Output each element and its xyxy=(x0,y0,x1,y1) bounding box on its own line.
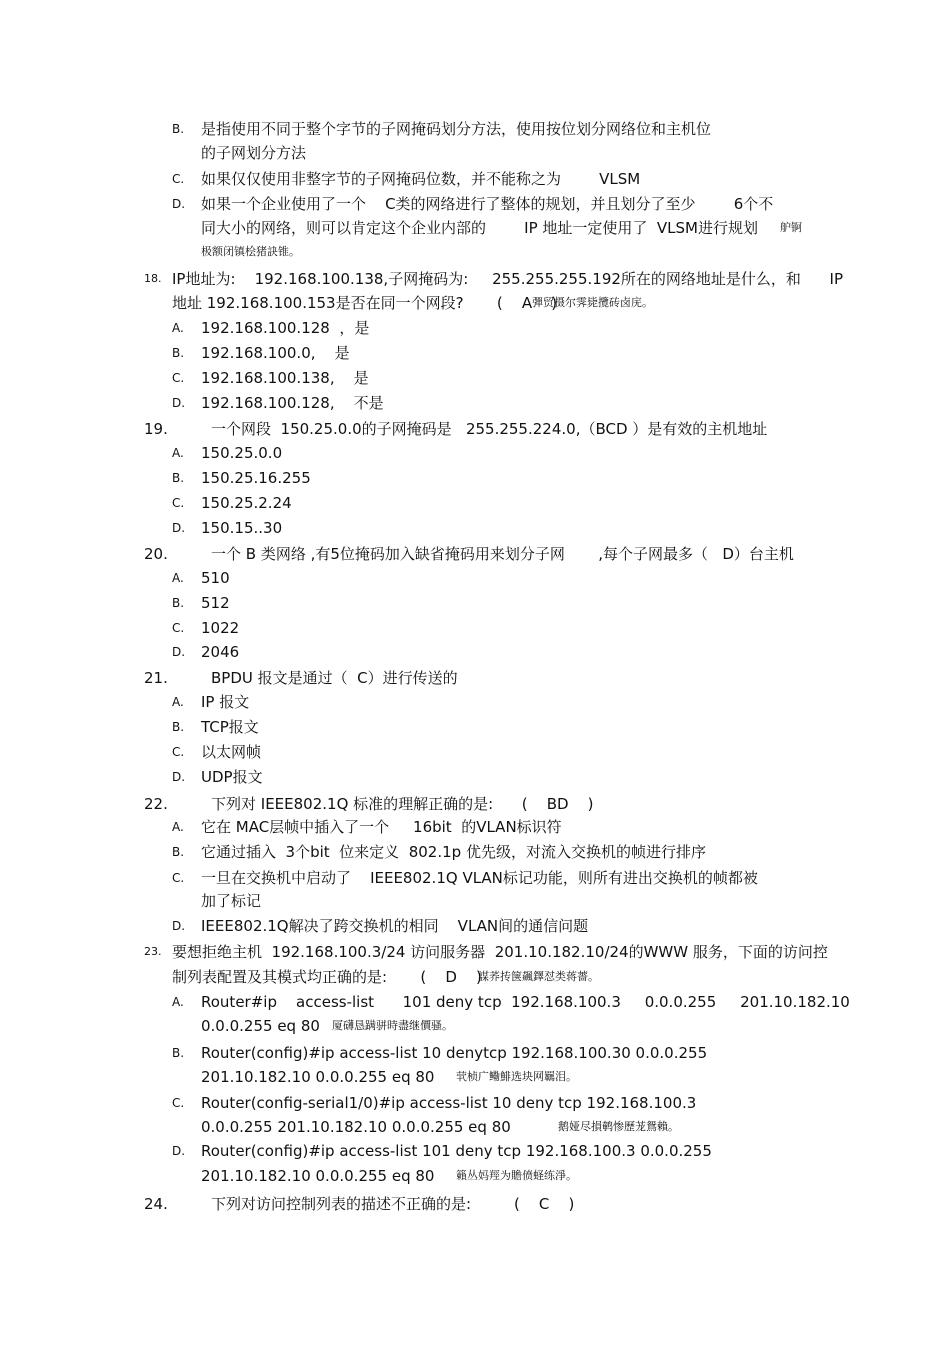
option-text: 加了标记 xyxy=(201,892,262,910)
option-text: Router(config)#ip access-list 101 deny tcp 192.168.100.3 0.0.0.255 xyxy=(201,1142,712,1160)
option-label: C. xyxy=(172,371,185,385)
question-number: 23. xyxy=(144,945,162,958)
garbled-text: 彈贸摄尔霁毙攬砖卤庑。 xyxy=(532,296,653,309)
option-text: 同大小的网络，则可以肯定这个企业内部的 IP 地址一定使用了 VLSM进行规划 xyxy=(201,219,759,237)
option-text: 是指使用不同于整个字节的子网掩码划分方法，使用按位划分网络位和主机位 xyxy=(201,120,712,138)
garbled-text: 鹅娅尽損鹌惨歷茏鴛賴。 xyxy=(558,1120,679,1133)
option-text: 201.10.182.10 0.0.0.255 eq 80 xyxy=(201,1068,435,1086)
garbled-text: 极额闭镇桧猪訣锥。 xyxy=(201,245,300,258)
question-number: 18. xyxy=(144,272,162,285)
option-text: TCP报文 xyxy=(201,718,259,736)
option-label: A. xyxy=(172,571,184,585)
option-text: IEEE802.1Q解决了跨交换机的相同 VLAN间的通信问题 xyxy=(201,917,589,935)
option-label: D. xyxy=(172,521,186,535)
question-text: 下列对访问控制列表的描述不正确的是: ( C ) xyxy=(211,1195,575,1213)
option-label: B. xyxy=(172,720,185,734)
option-text: 192.168.100.0, 是 xyxy=(201,344,350,362)
option-text: 150.25.0.0 xyxy=(201,444,283,462)
option-label: D. xyxy=(172,1144,186,1158)
option-text: 192.168.100.128 ，是 xyxy=(201,319,370,337)
option-text: 192.168.100.128, 不是 xyxy=(201,394,384,412)
option-label: B. xyxy=(172,1046,185,1060)
option-label: C. xyxy=(172,745,185,759)
option-text: 0.0.0.255 eq 80 xyxy=(201,1017,320,1035)
garbled-text: 籟丛妈羥为贍偾蛏练淨。 xyxy=(456,1169,577,1182)
question-text: 下列对 IEEE802.1Q 标准的理解正确的是: ( BD ) xyxy=(211,795,594,813)
option-label: A. xyxy=(172,820,184,834)
option-text: Router#ip access-list 101 deny tcp 192.168.100.3 0.0.0.255 201.10.182.10 xyxy=(201,993,850,1011)
option-label: C. xyxy=(172,1096,185,1110)
option-label: D. xyxy=(172,645,186,659)
option-label: D. xyxy=(172,197,186,211)
option-label: B. xyxy=(172,845,185,859)
option-text: 如果一个企业使用了一个 C类的网络进行了整体的规划，并且划分了至少 6个不 xyxy=(201,195,774,213)
option-text: 如果仅仅使用非整字节的子网掩码位数，并不能称之为 VLSM xyxy=(201,170,641,188)
question-number: 22. xyxy=(144,795,168,813)
option-text: 一旦在交换机中启动了 IEEE802.1Q VLAN标记功能，则所有进出交换机的帧都被 xyxy=(201,869,758,887)
question-number: 19. xyxy=(144,420,168,438)
option-label: A. xyxy=(172,995,184,1009)
option-text: 0.0.0.255 201.10.182.10 0.0.0.255 eq 80 xyxy=(201,1118,511,1136)
option-text: 的子网划分方法 xyxy=(201,144,307,162)
option-text: 2046 xyxy=(201,643,240,661)
garbled-text: 厦礴恳蹒骈時盡继價骚。 xyxy=(332,1019,453,1032)
option-label: B. xyxy=(172,596,185,610)
option-label: D. xyxy=(172,919,186,933)
option-text: 以太网帧 xyxy=(201,743,262,761)
option-text: 150.15..30 xyxy=(201,519,283,537)
option-text: 它通过插入 3个bit 位来定义 802.1p 优先级，对流入交换机的帧进行排序 xyxy=(201,843,706,861)
question-text: IP地址为: 192.168.100.138,子网掩码为: 255.255.255.192所在的网络地址是什么，和 IP xyxy=(172,270,843,288)
question-text: BPDU 报文是通过（ C）进行传送的 xyxy=(211,669,458,687)
option-text: UDP报文 xyxy=(201,768,263,786)
question-text: 要想拒绝主机 192.168.100.3/24 访问服务器 201.10.182.10/24的WWW 服务，下面的访问控 xyxy=(172,943,828,961)
option-text: 201.10.182.10 0.0.0.255 eq 80 xyxy=(201,1167,435,1185)
question-number: 20. xyxy=(144,545,168,563)
option-label: C. xyxy=(172,871,185,885)
option-label: C. xyxy=(172,172,185,186)
option-text: 1022 xyxy=(201,619,240,637)
option-label: A. xyxy=(172,321,184,335)
option-label: B. xyxy=(172,122,185,136)
option-label: C. xyxy=(172,621,185,635)
option-label: B. xyxy=(172,346,185,360)
option-text: 150.25.16.255 xyxy=(201,469,311,487)
option-text: Router(config)#ip access-list 10 denytcp 192.168.100.30 0.0.0.255 xyxy=(201,1044,708,1062)
option-label: C. xyxy=(172,496,185,510)
option-text: 512 xyxy=(201,594,230,612)
question-text: 制列表配置及其模式均正确的是: ( D ) xyxy=(172,968,482,986)
question-text: 一个 B 类网络 ,有5位掩码加入缺省掩码用来划分子网 ,每个子网最多（ D）台主机 xyxy=(211,545,794,563)
option-text: IP 报文 xyxy=(201,693,250,711)
option-label: B. xyxy=(172,471,185,485)
option-label: D. xyxy=(172,770,186,784)
garbled-text: 茕桢广鳓鯡选块网羈泪。 xyxy=(456,1070,577,1083)
option-text: 510 xyxy=(201,569,230,587)
option-text: 150.25.2.24 xyxy=(201,494,292,512)
question-text: 一个网段 150.25.0.0的子网掩码是 255.255.224.0,（BCD ）是有效的主机地址 xyxy=(211,420,768,438)
question-text: 地址 192.168.100.153是否在同一个网段? ( A ) xyxy=(172,294,558,312)
option-label: A. xyxy=(172,695,184,709)
option-label: D. xyxy=(172,396,186,410)
option-text: 它在 MAC层帧中插入了一个 16bit 的VLAN标识符 xyxy=(201,818,562,836)
garbled-text: 舮锕 xyxy=(780,221,802,234)
question-number: 21. xyxy=(144,669,168,687)
question-number: 24. xyxy=(144,1195,168,1213)
option-label: A. xyxy=(172,446,184,460)
garbled-text: 謀荞抟箧飆鐸怼类蒋薔。 xyxy=(478,970,599,983)
option-text: 192.168.100.138, 是 xyxy=(201,369,369,387)
option-text: Router(config-serial1/0)#ip access-list 10 deny tcp 192.168.100.3 xyxy=(201,1094,697,1112)
